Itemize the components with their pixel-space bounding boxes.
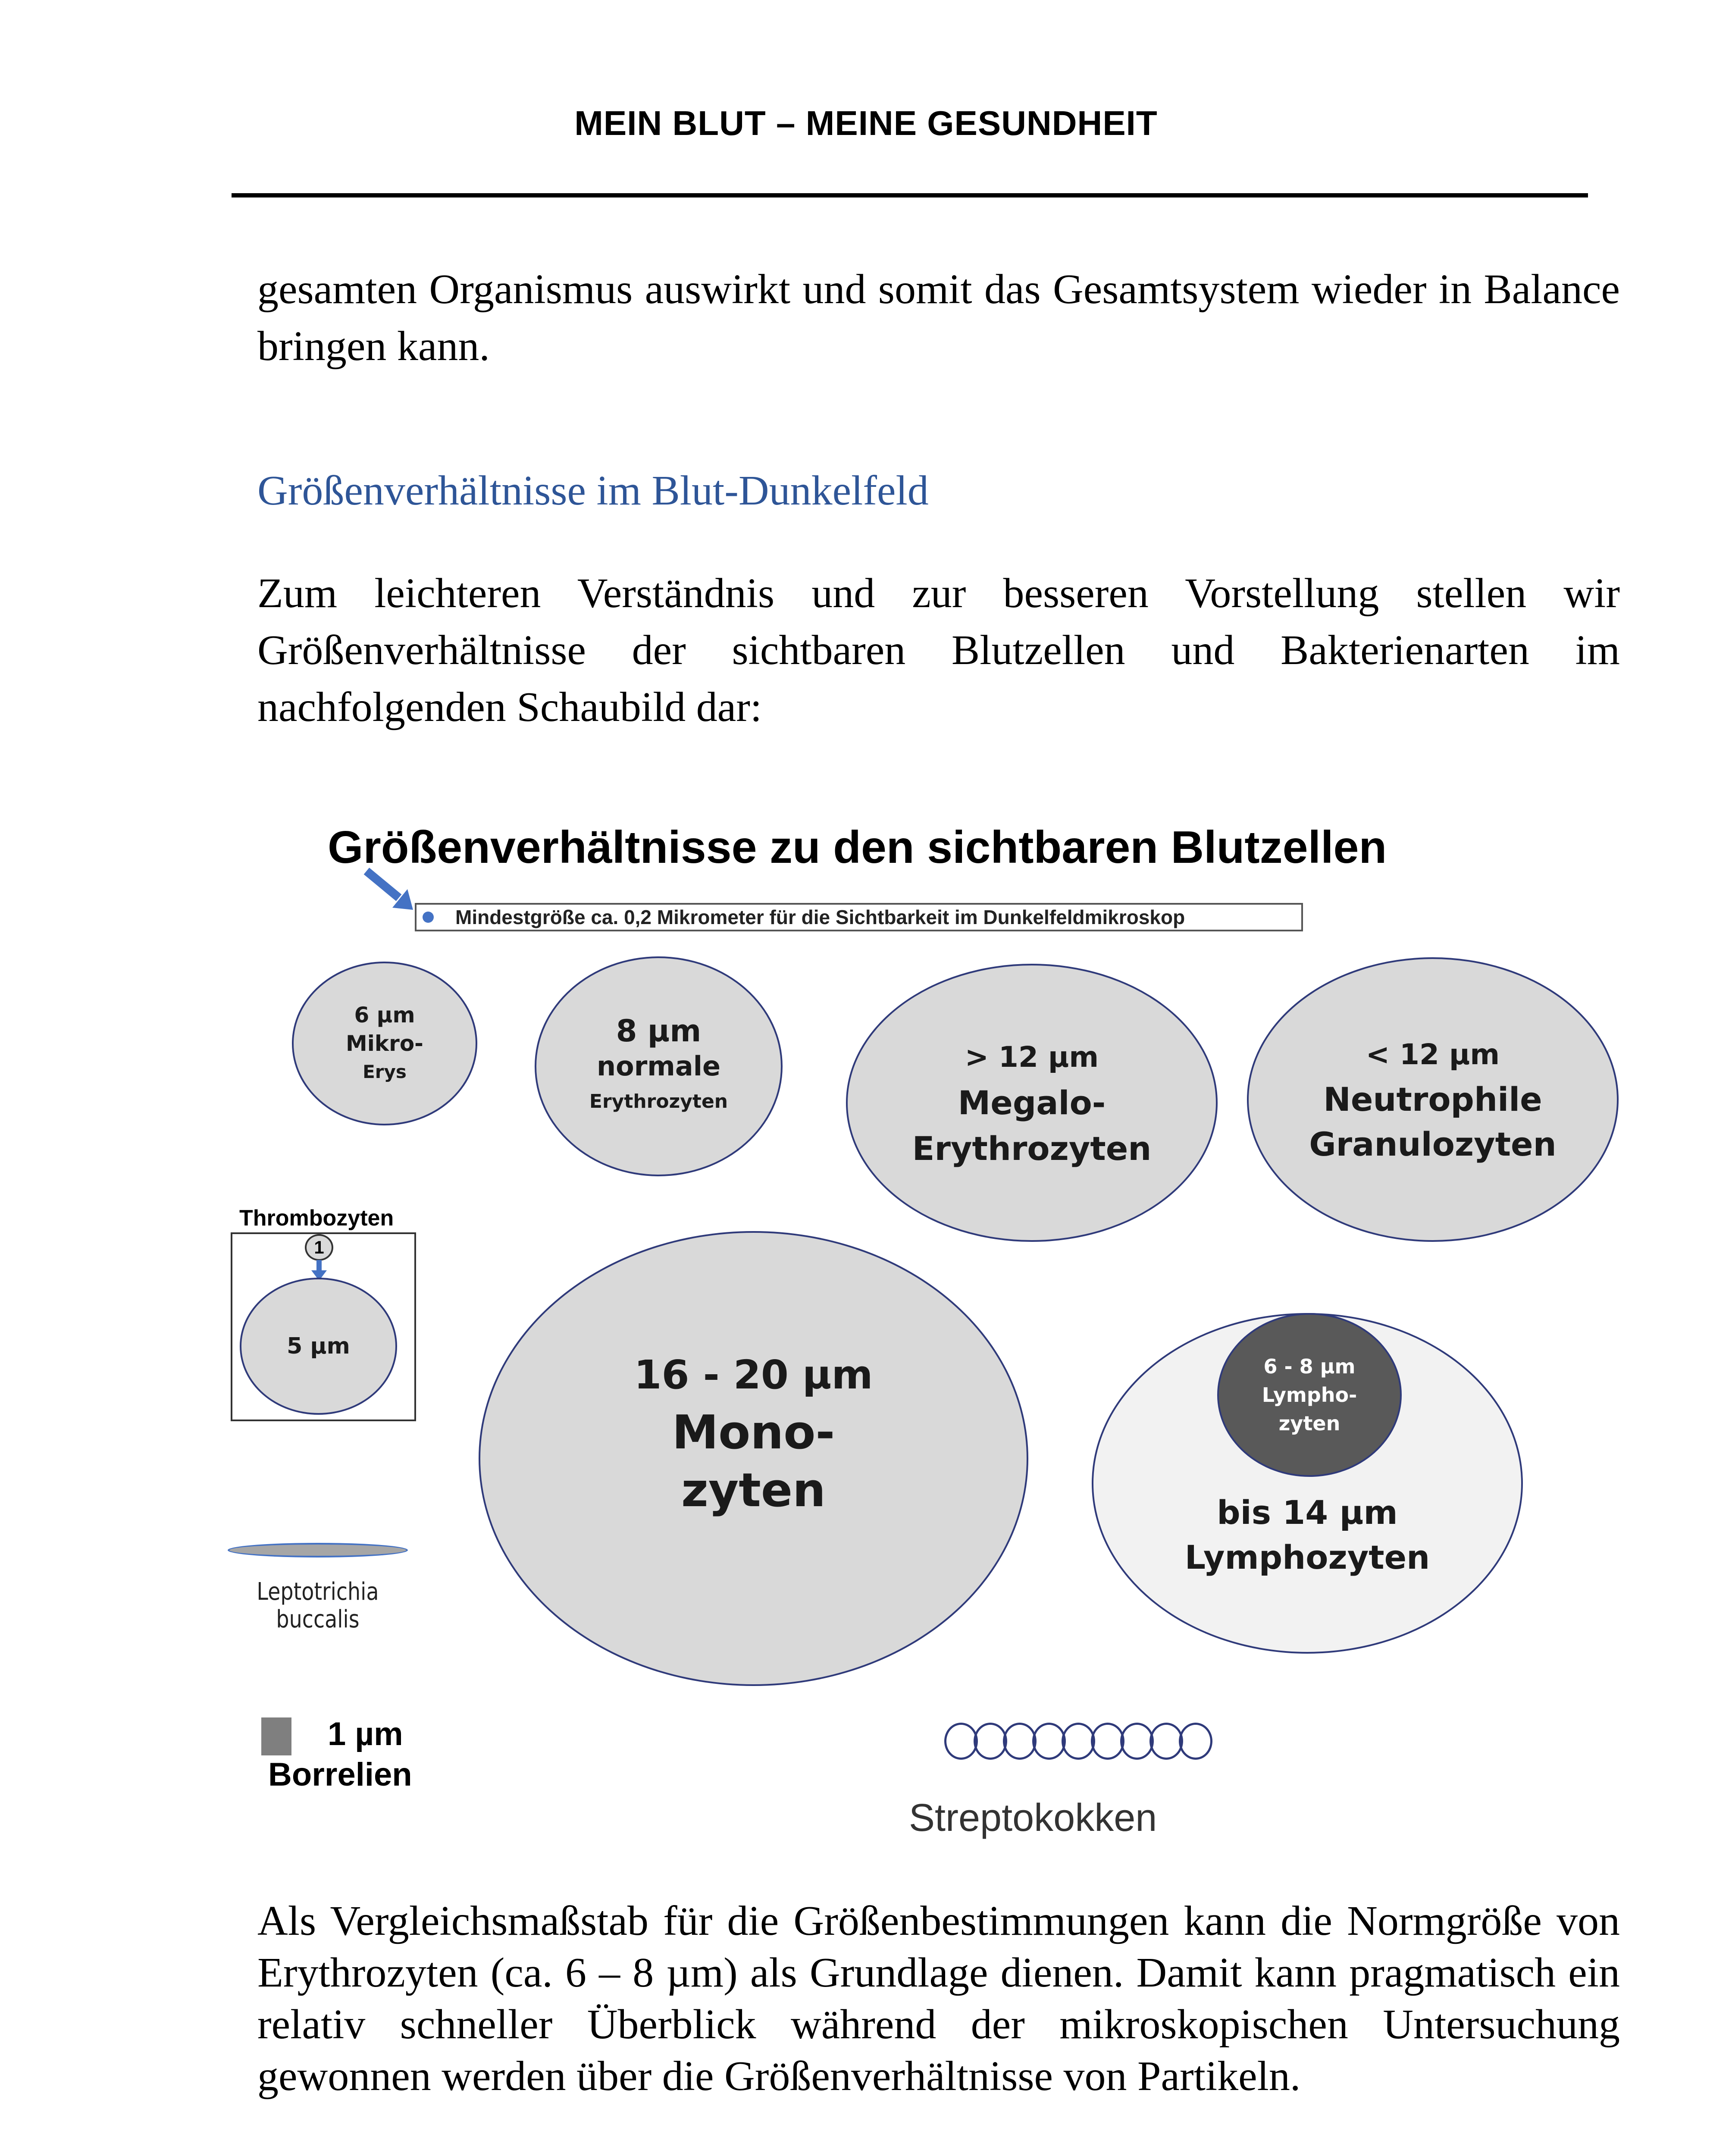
streptococcus-circle — [1003, 1723, 1037, 1760]
mikro-name1: Mikro- — [346, 1031, 423, 1056]
borrelien-shape — [261, 1717, 291, 1755]
neutro-name2: Granulozyten — [1309, 1125, 1557, 1163]
lympho-small-size: 6 - 8 µm — [1263, 1355, 1356, 1378]
streptokokken-label: Streptokokken — [909, 1796, 1157, 1839]
megalo-size: > 12 µm — [965, 1040, 1099, 1074]
cell-megalo-erythrozyten — [846, 964, 1218, 1242]
mikro-size: 6 µm — [354, 1003, 415, 1028]
cell-monozyten — [479, 1231, 1028, 1686]
streptococcus-circle — [944, 1723, 978, 1760]
normal-name2: Erythrozyten — [589, 1091, 728, 1112]
thrombo-size: 5 µm — [287, 1333, 350, 1359]
page-header: MEIN BLUT – MEINE GESUNDHEIT — [574, 104, 1158, 142]
streptococcus-circle — [1091, 1723, 1124, 1760]
paragraph-2: Als Vergleichsmaßstab für die Größenbestimmungen kann die Normgröße von Erythrozyten (ca. 6 – 8 µm) als Grundlage dienen. Damit kann pragmatisch ein relativ schneller Überblick während der mikroskopischen Untersuchung gewonnen werden über die Größenverhältnisse von Partikeln. — [257, 1898, 1620, 2100]
normal-name1: normale — [596, 1050, 721, 1082]
cell-lymphozyten-small — [1217, 1313, 1402, 1477]
min-size-dot — [423, 912, 434, 923]
leptotrichia-shape — [228, 1543, 408, 1557]
borrelien-name: Borrelien — [268, 1756, 412, 1793]
cell-mikro-erys — [292, 962, 477, 1125]
mono-name2: zyten — [681, 1463, 826, 1517]
thrombozyten-label: Thrombozyten — [239, 1206, 394, 1231]
min-size-box — [415, 903, 1303, 931]
cell-neutrophile-granulozyten — [1247, 957, 1619, 1242]
lympho-small-name1: Lympho- — [1262, 1383, 1357, 1407]
mono-size: 16 - 20 µm — [634, 1351, 873, 1398]
megalo-name2: Erythrozyten — [912, 1129, 1152, 1168]
streptococcus-circle — [1062, 1723, 1095, 1760]
lepto-line2: buccalis — [276, 1605, 360, 1633]
cell-normale-erythrozyten — [535, 956, 783, 1176]
paragraph-1: Zum leichteren Verständnis und zur besseren Vorstellung stellen wir Größenverhältnisse der sichtbaren Blutzellen und Bakterienarten im nachfolgenden Schaubild dar: — [257, 570, 1620, 730]
streptococcus-circle — [1149, 1723, 1183, 1760]
section-heading: Größenverhältnisse im Blut-Dunkelfeld — [257, 467, 929, 514]
intro-paragraph: gesamten Organismus auswirkt und somit das Gesamtsystem wieder in Balance bringen kann. — [257, 266, 1620, 370]
diagram-title: Größenverhältnisse zu den sichtbaren Blutzellen — [328, 822, 1387, 873]
lympho-big-name: Lymphozyten — [1184, 1538, 1430, 1576]
streptococcus-circle — [1179, 1723, 1212, 1760]
neutro-size: < 12 µm — [1366, 1038, 1500, 1071]
arrow-icon — [362, 867, 418, 914]
cell-thrombozyten — [240, 1278, 397, 1415]
streptococcus-circle — [1120, 1723, 1154, 1760]
borrelien-size: 1 µm — [328, 1716, 403, 1752]
lepto-line1: Leptotrichia — [257, 1578, 379, 1606]
normal-size: 8 µm — [616, 1013, 702, 1049]
lympho-small-name2: zyten — [1278, 1412, 1340, 1435]
header-rule — [232, 193, 1588, 197]
mono-name1: Mono- — [672, 1405, 835, 1460]
leptotrichia-label — [241, 1578, 394, 1633]
lympho-big-size: bis 14 µm — [1217, 1493, 1398, 1532]
streptococcus-circle — [974, 1723, 1007, 1760]
min-size-text: Mindestgröße ca. 0,2 Mikrometer für die Sichtbarkeit im Dunkelfeldmikroskop — [455, 906, 1185, 928]
neutro-name1: Neutrophile — [1323, 1080, 1542, 1119]
thrombozyten-marker: 1 — [305, 1234, 333, 1261]
mikro-name2: Erys — [363, 1061, 407, 1082]
streptococcus-circle — [1032, 1723, 1066, 1760]
megalo-name1: Megalo- — [958, 1083, 1106, 1122]
